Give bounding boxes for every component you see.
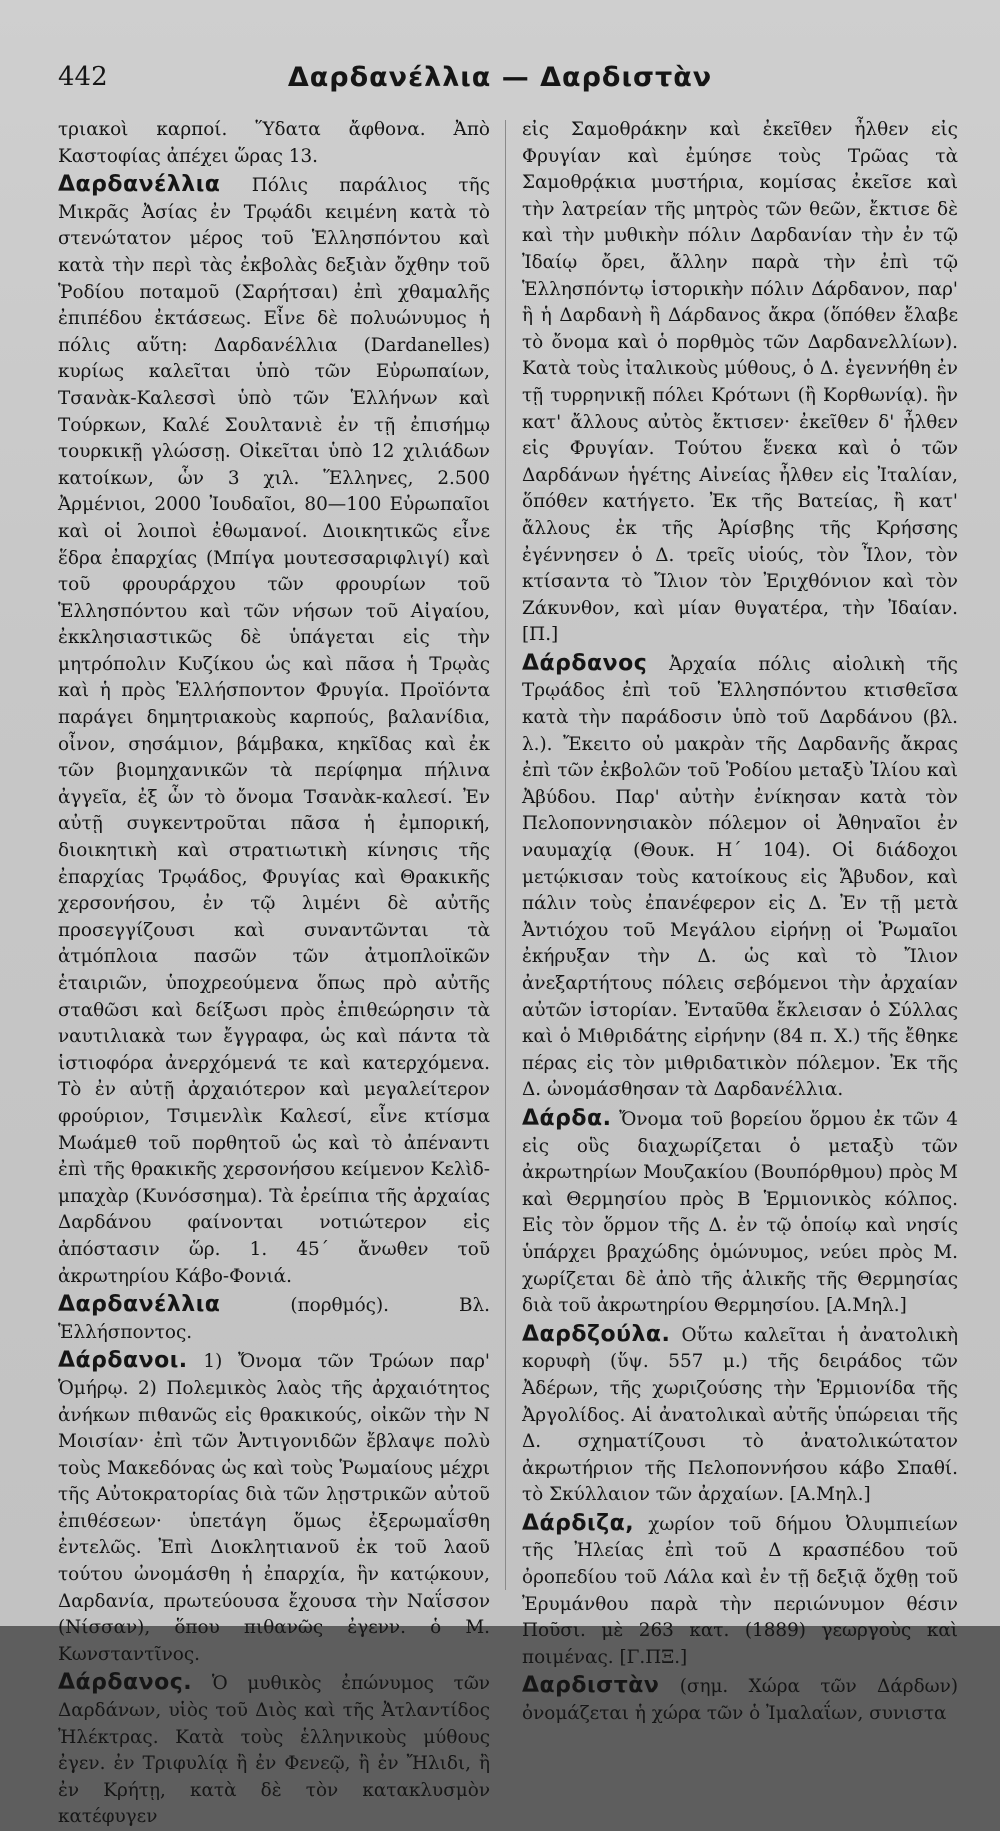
entry-lemma: Δαρδζούλα.: [522, 1321, 671, 1347]
entry: [58, 172, 490, 1290]
running-head: Δαρδανέλλια — Δαρδιστὰν: [287, 62, 713, 93]
right-column: [522, 116, 958, 1728]
entry-text: (πορθμός). Βλ. Ἑλλήσποντος.: [58, 1295, 490, 1343]
entry: [522, 1106, 958, 1320]
page-number: 442: [58, 62, 108, 92]
entry-text: Ὄνομα τοῦ βορείου ὅρμου ἐκ τῶν 4 εἰς οὓς διαχωρίζεται ὁ μεταξὺ τῶν ἀκρωτηρίων Μουζακίου (Βουπόρθμου) πρὸς Μ καὶ Θερμησίου πρὸς Β Ἑρμιονικὸς κόλπος. Εἰς τὸν ὅρμον τῆς Δ. ἐν τῷ ὁποίῳ καὶ νησίς ὑπάρχει βραχώδης ὁμώνυμος, νεύει πρὸς Μ. χωρίζεται δὲ ἀπὸ τῆς ἁλικῆς τῆς Θερμησίας διὰ τοῦ ἀκρωτηρίου Θερμησίου. [Α.Μηλ.]: [522, 1108, 958, 1317]
entry: [58, 1670, 490, 1831]
entry-text: τριακοὶ καρποί. Ὕδατα ἄφθονα. Ἀπὸ Καστοφίας ἀπέχει ὥρας 13.: [58, 119, 490, 167]
entry-text: Ἀρχαία πόλις αἰολικὴ τῆς Τρῳάδος ἐπὶ τοῦ Ἑλλησπόντου κτισθεῖσα κατὰ τὴν παράδοσιν ὑπὸ τοῦ Δαρδάνου (βλ. λ.). Ἔκειτο οὐ μακρὰν τῆς Δαρδανῆς ἄκρας ἐπὶ τῶν ἐκβολῶν τοῦ Ῥοδίου μεταξὺ Ἰλίου καὶ Ἀβύδου. Παρ' αὐτὴν ἐνίκησαν κατὰ τὸν Πελοποννησιακὸν πόλεμον οἱ Ἀθηναῖοι ἐν ναυμαχίᾳ (Θουκ. Η΄ 104). Οἱ διάδοχοι μετῴκισαν τοὺς κατοίκους εἰς Ἄβυδον, καὶ πάλιν τοὺς ἐπανέφερον εἰς Δ. Ἐν τῇ μετὰ Ἀντιόχου τοῦ Μεγάλου εἰρήνῃ οἱ Ῥωμαῖοι ἐκήρυξαν τὴν Δ. ὡς καὶ τὸ Ἴλιον ἀνεξαρτήτους πόλεις σεβόμενοι τὴν ἀρχαίαν αὐτῶν ἱστορίαν. Ἐνταῦθα ἔκλεισαν ὁ Σύλλας καὶ ὁ Μιθριδάτης εἰρήνην (84 π. Χ.) τῆς ἔθηκε πέρας εἰς τὸν μιθριδατικὸν πόλεμον. Ἐκ τῆς Δ. ὠνομάσθησαν τὰ Δαρδανέλλια.: [522, 653, 958, 1101]
entry-text: 1) Ὄνομα τῶν Τρώων παρ' Ὁμήρῳ. 2) Πολεμικὸς λαὸς τῆς ἀρχαιότητος ἀνήκων πιθανῶς εἰς θρακικούς, οἰκῶν τὴν Ν Μοισίαν· ἐπὶ τῶν Ἀντιγονιδῶν ἔβλαψε πολὺ τοὺς Μακεδόνας ὡς καὶ τοὺς Ῥωμαίους μέχρι τῆς Αὐτοκρατορίας διὰ τῶν λῃστρικῶν αὐτοῦ ἐπιθέσεων· ὑπετάγη ὅμως ἐξερωμαΐσθη ἐντελῶς. Ἐπὶ Διοκλητιανοῦ ἐκ τοῦ λαοῦ τούτου ὠνομάσθη ἡ ἐπαρχία, ἣν κατῴκουν, Δαρδανία, πρωτεύουσα ἔχουσα τὴν Ναΐσσον (Νίσσαν), ὅπου πιθανῶς ἐγενν. ὁ Μ. Κωνσταντῖνος.: [58, 1351, 490, 1665]
entry: [522, 1322, 958, 1509]
entry-lemma: Δαρδιστὰν: [522, 1673, 660, 1699]
entry-text: Πόλις παράλιος τῆς Μικρᾶς Ἀσίας ἐν Τρῳάδι κειμένη κατὰ τὸ στενώτατον μέρος τοῦ Ἑλλησπόντου καὶ κατὰ τὴν περὶ τὰς ἐκβολὰς δεξιὰν ὄχθην τοῦ Ῥοδίου ποταμοῦ (Σαρήτσαι) ἐπὶ χθαμαλῆς ἐπιπέδου ἐκτάσεως. Εἶνε δὲ πολυώνυμος ἡ πόλις αὕτη: Δαρδανέλλια (Dardanelles) κυρίως καλεῖται ὑπὸ τῶν Εὐρωπαίων, Τσανὰκ-Καλεσσὶ ὑπὸ τῶν Ἑλλήνων καὶ Τούρκων, Καλέ Σουλτανιὲ ἐν τῇ ἐπισήμῳ τουρκικῇ γλώσσῃ. Οἰκεῖται ὑπὸ 12 χιλιάδων κατοίκων, ὧν 3 χιλ. Ἕλληνες, 2.500 Ἀρμένιοι, 2000 Ἰουδαῖοι, 80—100 Εὐρωπαῖοι καὶ οἱ λοιποὶ ἐθωμανοί. Διοικητικῶς εἶνε ἕδρα ἐπαρχίας (Μπίγα μουτεσσαριφλιγί) καὶ τοῦ φρουράρχου τῶν φρουρίων τοῦ Ἑλλησπόντου καὶ τῶν νήσων τοῦ Αἰγαίου, ἐκκλησιαστικῶς δὲ ὑπάγεται εἰς τὴν μητρόπολιν Κυζίκου ὡς καὶ πᾶσα ἡ Τρῳὰς καὶ ἡ πρὸς Ἑλλήσποντον Φρυγία. Προϊόντα παράγει δημητριακοὺς καρπούς, βαλανίδια, οἶνον, σησάμιον, βάμβακα, κηκῖδας καὶ ἐκ τῶν βιομηχανικῶν τὰ περίφημα πήλινα ἀγγεῖα, ἐξ ὧν τὸ ὄνομα Τσανὰκ-καλεσί. Ἐν αὐτῇ συγκεντροῦται πᾶσα ἡ ἐμπορική, διοικητικὴ καὶ στρατιωτικὴ κίνησις τῆς ἐπαρχίας Τρῳάδος, Φρυγίας καὶ Θρακικῆς χερσονήσου, ἐν τῷ λιμένι δὲ αὐτῆς προσεγγίζουσι καὶ συναντῶνται τὰ ἀτμόπλοια πασῶν τῶν ἀτμοπλοϊκῶν ἑταιριῶν, ὑποχρεούμενα ὅπως πρὸ αὐτῆς σταθῶσι καὶ δείξωσι πρὸς ἐπιθεώρησιν τὰ ναυτιλιακὰ των ἔγγραφα, ὡς καὶ πάντα τὰ ἱστιοφόρα ἀνερχόμενά τε καὶ κατερχόμενα. Τὸ ἐν αὐτῇ ἀρχαιότερον καὶ μεγαλείτερον φρούριον, Τσιμενλὶκ Καλεσί, εἶνε κτίσμα Μωάμεθ τοῦ πορθητοῦ ὡς καὶ τὸ ἀπέναντι ἐπὶ τῆς θρακικῆς χερσονήσου κείμενον Κελὶδ-μπαχὰρ (Κυνόσσημα). Τὰ ἐρείπια τῆς ἀρχαίας Δαρδάνου φαίνονται νοτιώτερον εἰς ἀπόστασιν ὥρ. 1. 45΄ ἄνωθεν τοῦ ἀκρωτηρίου Κάβο-Φονιά.: [58, 175, 490, 1287]
entry-text: Οὕτω καλεῖται ἡ ἀνατολικὴ κορυφὴ (ὕψ. 557 μ.) τῆς δειράδος τῶν Ἀδέρων, τῆς χωριζούσης τὴν Ἑρμιονίδα τῆς Ἀργολίδος. Αἱ ἀνατολικαὶ αὐτῆς ὑπώρειαι τῆς Δ. σχηματίζουσι τὸ ἀνατολικώτατον ἀκρωτήριον τῆς Πελοποννήσου κάβο Σπαθί. τὸ Σκύλλαιον τῶν ἀρχαίων. [Α.Μηλ.]: [522, 1324, 958, 1506]
entry-lemma: Δάρδα.: [522, 1105, 612, 1131]
entry-text: Ὁ μυθικὸς ἐπώνυμος τῶν Δαρδάνων, υἱὸς τοῦ Διὸς καὶ τῆς Ἀτλαντίδος Ἠλέκτρας. Κατὰ τοὺς ἑλληνικοὺς μύθους ἐγεν. ἐν Τριφυλίᾳ ἢ ἐν Φενεῷ, ἢ ἐν Ἤλιδι, ἢ ἐν Κρήτῃ, κατὰ δὲ τὸν κατακλυσμὸν κατέφυγεν: [58, 1673, 490, 1828]
entry-text: (σημ. Χώρα τῶν Δάρδων) ὀνομάζεται ἡ χώρα τῶν ὁ Ἰμαλαΐων, συνιστα: [522, 1676, 958, 1725]
entry: [522, 1673, 958, 1727]
column-divider: [505, 120, 506, 1590]
entry-text: εἰς Σαμοθράκην καὶ ἐκεῖθεν ἦλθεν εἰς Φρυγίαν καὶ ἐμύησε τοὺς Τρῶας τὰ Σαμοθρᾴκια μυστήρια, κομίσας ἐκεῖσε καὶ τὴν λατρείαν τῆς μητρὸς τῶν θεῶν, ἔκτισε δὲ καὶ τὴν μυθικὴν πόλιν Δαρδανίαν τὴν ἐν τῷ Ἰδαίῳ ὄρει, ἄλλην παρὰ τὴν ἐπὶ τῷ Ἑλλησπόντῳ ἱστορικὴν πόλιν Δάρδανον, παρ' ἣ ἡ Δαρδανὴ ἢ Δάρδανος ἄκρα (ὅπόθεν ἔλαβε τὸ ὄνομα καὶ ὁ πορθμὸς τῶν Δαρδανελλίων). Κατὰ τοὺς ἰταλικοὺς μύθους, ὁ Δ. ἐγεννήθη ἐν τῇ τυρρηνικῇ πόλει Κρότωνι (ἢ Κορθωνίᾳ). ἣν κατ' ἄλλους αὐτὸς ἔκτισεν· ἐκεῖθεν δ' ἦλθεν εἰς Φρυγίαν. Τούτου ἕνεκα καὶ ὁ τῶν Δαρδάνων ἡγέτης Αἰνείας ἦλθεν εἰς Ἰταλίαν, ὅπόθεν κατήγετο. Ἐκ τῆς Βατείας, ἢ κατ' ἄλλους ἐκ τῆς Ἀρίσβης τῆς Κρήσσης ἐγέννησεν ὁ Δ. τρεῖς υἱούς, τὸν Ἶλον, τὸν κτίσαντα τὸ Ἴλιον τὸν Ἐριχθόνιον καὶ τὸν Ζάκυνθον, καὶ μίαν θυγατέρα, τὴν Ἰδαίαν. [Π.]: [522, 119, 958, 646]
entry-lemma: Δάρδανος: [522, 650, 648, 676]
entry-text: χωρίον τοῦ δήμου Ὀλυμπιείων τῆς Ἠλείας ἐπὶ τοῦ Δ κρασπέδου τοῦ ὀροπεδίου τοῦ Λάλα καὶ ἐν τῇ δεξιᾷ ὄχθῃ τοῦ Ἐρυμάνθου παρὰ τὴν περιώνυμον θέσιν Ποῦσι. μὲ 263 κατ. (1889) γεωργοὺς καὶ ποιμένας. [Γ.ΠΞ.]: [522, 1513, 958, 1668]
entry: [58, 1348, 490, 1668]
entry-lemma: Δάρδιζα,: [522, 1510, 635, 1536]
entry-lemma: Δαρδανέλλια: [58, 172, 221, 198]
left-column: [58, 116, 490, 1831]
entry-lemma: Δάρδανοι.: [58, 1348, 188, 1374]
entry-lemma: Δαρδανέλλια: [58, 1292, 221, 1318]
entry: [58, 1292, 490, 1346]
entry: [522, 116, 958, 649]
entry-lemma: Δάρδανος.: [58, 1670, 193, 1696]
entry: [58, 116, 490, 170]
entry: [522, 651, 958, 1104]
page-header: [48, 62, 952, 98]
entry: [522, 1511, 958, 1672]
